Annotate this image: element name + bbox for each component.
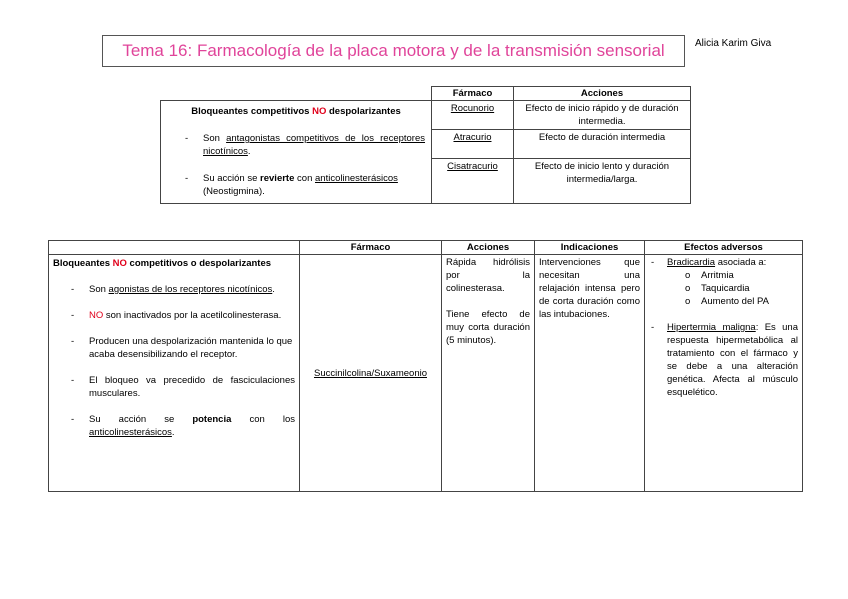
header-indicaciones: Indicaciones bbox=[535, 241, 645, 255]
efectos-adversos-cell bbox=[645, 255, 803, 492]
acciones-text-2: Tiene efecto de muy corta duración (5 minutos). bbox=[446, 309, 530, 346]
header-farmaco: Fármaco bbox=[300, 241, 442, 255]
competitive-blockers-table bbox=[160, 86, 691, 204]
list-item: - Su acción se potencia con los anticolinesterásicos. bbox=[53, 413, 295, 439]
list-item: o Taquicardia bbox=[667, 282, 798, 295]
list-item: o Aumento del PA bbox=[667, 295, 798, 308]
section-heading: Bloqueantes NO competitivos o despolarizantes bbox=[53, 258, 272, 269]
drug-action: Efecto de duración intermedia bbox=[514, 130, 691, 159]
list-item: - NO son inactivados por la acetilcolinesterasa. bbox=[53, 309, 295, 322]
list-item: - Bradicardia asociada a: o Arritmia o Taquicardia o Aumento del PA bbox=[649, 256, 798, 308]
page-title bbox=[102, 35, 685, 67]
table-row bbox=[161, 101, 691, 130]
drug-action: Efecto de inicio rápido y de duración intermedia. bbox=[514, 101, 691, 130]
header-farmaco: Fármaco bbox=[432, 87, 514, 101]
acciones-cell bbox=[442, 255, 535, 492]
header-acciones: Acciones bbox=[514, 87, 691, 101]
section-heading: Bloqueantes competitivos NO despolarizantes bbox=[191, 106, 401, 117]
header-efectos-adversos: Efectos adversos bbox=[645, 241, 803, 255]
list-item: - Son agonistas de los receptores nicotínicos. bbox=[53, 283, 295, 296]
table-header-row bbox=[49, 241, 803, 255]
drug-action: Efecto de inicio lento y duración intermedia/larga. bbox=[514, 159, 691, 204]
drug-name: Cisatracurio bbox=[432, 159, 514, 204]
list-item: - Son antagonistas competitivos de los receptores nicotínicos. bbox=[167, 132, 425, 158]
acciones-text-1: Rápida hidrólisis por la colinesterasa. bbox=[446, 257, 530, 294]
drug-name: Succinilcolina/Suxameonio bbox=[300, 255, 442, 492]
description-cell bbox=[161, 101, 432, 204]
blank-header bbox=[49, 241, 300, 255]
list-item: - Hipertermia maligna: Es una respuesta hipermetabólica al tratamiento con el fármaco y se debe a una alteración genética. Afecta al músculo esquelético. bbox=[649, 321, 798, 399]
list-item: - El bloqueo va precedido de fasciculaciones musculares. bbox=[53, 374, 295, 400]
indicaciones-cell: Intervenciones que necesitan una relajación intensa pero de corta duración como las intubaciones. bbox=[535, 255, 645, 492]
author-name: Alicia Karim Giva bbox=[695, 38, 772, 49]
table-header-row bbox=[161, 87, 691, 101]
blank-header bbox=[161, 87, 432, 101]
table-row bbox=[49, 255, 803, 492]
drug-name: Atracurio bbox=[432, 130, 514, 159]
depolarizing-blockers-table bbox=[48, 240, 803, 492]
list-item: o Arritmia bbox=[667, 269, 798, 282]
title-text: Tema 16: Farmacología de la placa motora y de la transmisión sensorial bbox=[122, 41, 665, 60]
list-item: - Su acción se revierte con anticolinesterásicos (Neostigmina). bbox=[167, 172, 425, 198]
description-cell bbox=[49, 255, 300, 492]
header-acciones: Acciones bbox=[442, 241, 535, 255]
drug-name: Rocunorio bbox=[432, 101, 514, 130]
list-item: - Producen una despolarización mantenida lo que acaba desensibilizando el receptor. bbox=[53, 335, 295, 361]
